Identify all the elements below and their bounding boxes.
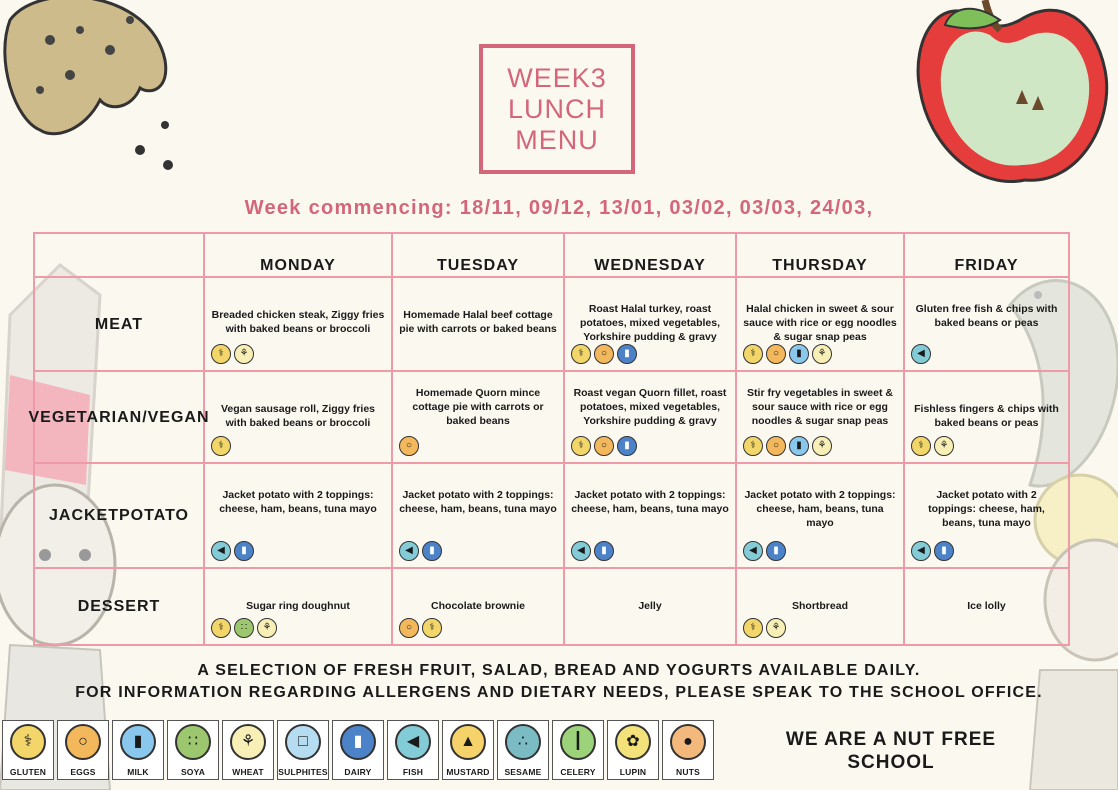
- dairy-icon: ▮: [594, 541, 614, 561]
- wheat-icon: ⚘: [812, 344, 832, 364]
- legend-label: CELERY: [560, 767, 596, 777]
- legend-label: DAIRY: [344, 767, 372, 777]
- menu-title-line: WEEK3: [507, 62, 607, 93]
- dish-text: Ice lolly: [967, 600, 1006, 612]
- menu-table: [28, 232, 1070, 646]
- menu-cell: [205, 372, 393, 464]
- legend-item-dairy: [332, 720, 384, 780]
- allergen-icons: [911, 344, 931, 364]
- legend-item-mustard: [442, 720, 494, 780]
- gluten-icon: ⚕: [211, 344, 231, 364]
- dish-text: Vegan sausage roll, Ziggy fries with baked beans or broccoli: [220, 403, 376, 429]
- dish-text: Gluten free fish & chips with baked beans or peas: [915, 303, 1058, 329]
- menu-cell: [905, 372, 1068, 464]
- menu-cell: [737, 569, 905, 644]
- menu-cell: [565, 569, 737, 644]
- sulphites-jar-icon: □: [285, 724, 321, 760]
- footer-allergen-info: FOR INFORMATION REGARDING ALLERGENS AND DIETARY NEEDS, PLEASE SPEAK TO THE SCHOOL OFFICE.: [75, 684, 1043, 701]
- wheat-ear-icon: ⚕: [10, 724, 46, 760]
- row-header: [35, 464, 205, 569]
- allergen-icons: [571, 436, 637, 456]
- menu-cell: [393, 278, 565, 372]
- legend-label: LUPIN: [619, 767, 647, 777]
- allergen-icons: [743, 344, 832, 364]
- dish-text: Jacket potato with 2 toppings: cheese, ham, beans, tuna mayo: [399, 489, 557, 515]
- dish-text: Jacket potato with 2 toppings: cheese, ham, beans, tuna mayo: [744, 489, 896, 529]
- dish-text: Fishless fingers & chips with baked beans or peas: [914, 403, 1059, 429]
- wheat-icon: ⚘: [766, 618, 786, 638]
- legend-label: NUTS: [676, 767, 700, 777]
- day-header-wednesday: WEDNESDAY: [565, 234, 737, 278]
- gluten-icon: ⚕: [211, 436, 231, 456]
- legend-item-lupin: [607, 720, 659, 780]
- dish-text: Sugar ring doughnut: [246, 600, 350, 612]
- dairy-icon: ▮: [617, 344, 637, 364]
- dish-text: Chocolate brownie: [431, 600, 525, 612]
- dairy-icon: ▮: [422, 541, 442, 561]
- day-header-monday: MONDAY: [205, 234, 393, 278]
- dairy-icon: ▮: [934, 541, 954, 561]
- dish-text: Stir fry vegetables in sweet & sour sauce with rice or egg noodles & sugar snap peas: [747, 387, 893, 427]
- week-commencing: Week commencing: 18/11, 09/12, 13/01, 03/02, 03/03, 24/03,: [244, 197, 874, 219]
- dish-text: Roast Halal turkey, roast potatoes, mixed vegetables, Yorkshire pudding & gravy: [579, 303, 721, 343]
- gluten-icon: ⚕: [422, 618, 442, 638]
- gluten-icon: ⚕: [743, 344, 763, 364]
- allergen-icons: [399, 618, 442, 638]
- legend-label: MUSTARD: [446, 767, 490, 777]
- fish-icon: ◀: [571, 541, 591, 561]
- menu-cell: [205, 464, 393, 569]
- dairy-icon: ▮: [766, 541, 786, 561]
- allergen-icons: [571, 344, 637, 364]
- menu-cell: [905, 278, 1068, 372]
- row-header: [35, 569, 205, 644]
- allergen-icons: [211, 436, 231, 456]
- wheat-icon: ⚘: [934, 436, 954, 456]
- milk-bottle-icon: ▮: [120, 724, 156, 760]
- dish-text: Roast vegan Quorn fillet, roast potatoes, mixed vegetables, Yorkshire pudding & gravy: [573, 387, 727, 427]
- dish-text: Homemade Halal beef cottage pie with carrots or baked beans: [399, 309, 557, 335]
- gluten-icon: ⚕: [571, 344, 591, 364]
- apple-illustration: [910, 0, 1118, 190]
- fish-icon: ◀: [211, 541, 231, 561]
- dish-text: Jacket potato with 2 toppings: cheese, ham, beans, tuna mayo: [219, 489, 377, 515]
- menu-cell: [565, 464, 737, 569]
- milk-icon: ▮: [789, 344, 809, 364]
- eggs-icon: ○: [594, 436, 614, 456]
- allergen-icons: [743, 618, 786, 638]
- eggs-icon: ○: [594, 344, 614, 364]
- menu-cell: [205, 569, 393, 644]
- dish-text: Homemade Quorn mince cottage pie with carrots or baked beans: [412, 387, 544, 427]
- legend-item-celery: [552, 720, 604, 780]
- row-header-line: POTATO: [119, 507, 189, 524]
- menu-cell: [393, 372, 565, 464]
- allergen-icons: [399, 541, 442, 561]
- row-header: [35, 278, 205, 372]
- day-header-tuesday: TUESDAY: [393, 234, 565, 278]
- legend-item-nuts: [662, 720, 714, 780]
- allergen-icons: [399, 436, 419, 456]
- wheat-icon: ⚘: [812, 436, 832, 456]
- fish-icon: ◀: [911, 344, 931, 364]
- menu-title-line: LUNCH: [507, 93, 606, 124]
- dish-text: Jacket potato with 2 toppings: cheese, ham, beans, tuna mayo: [571, 489, 729, 515]
- legend-item-sesame: [497, 720, 549, 780]
- legend-label: SULPHITES: [278, 767, 328, 777]
- menu-cell: [905, 464, 1068, 569]
- dish-text: Halal chicken in sweet & sour sauce with rice or egg noodles & sugar snap peas: [743, 303, 897, 343]
- allergen-legend: [2, 720, 714, 780]
- row-header: [28, 372, 210, 464]
- legend-item-wheat: [222, 720, 274, 780]
- mustard-bottle-icon: ▲: [450, 724, 486, 760]
- legend-label: SESAME: [504, 767, 542, 777]
- dairy-icon: ▮: [340, 724, 376, 760]
- lupin-flower-icon: ✿: [615, 724, 651, 760]
- eggs-icon: ○: [766, 436, 786, 456]
- egg-icon: ○: [65, 724, 101, 760]
- legend-item-gluten: [2, 720, 54, 780]
- legend-label: GLUTEN: [9, 767, 47, 777]
- allergen-icons: [743, 541, 786, 561]
- allergen-icons: [211, 344, 254, 364]
- gluten-icon: ⚕: [571, 436, 591, 456]
- gluten-icon: ⚕: [211, 618, 231, 638]
- day-header-friday: FRIDAY: [905, 234, 1068, 278]
- wheat-icon: ⚘: [234, 344, 254, 364]
- allergen-icons: [911, 436, 954, 456]
- allergen-icons: [911, 541, 954, 561]
- gluten-icon: ⚕: [743, 436, 763, 456]
- dish-text: Jelly: [638, 600, 662, 612]
- table-corner-cell: [35, 234, 205, 278]
- dairy-icon: ▮: [617, 436, 637, 456]
- nut-free-line: SCHOOL: [847, 752, 935, 773]
- cookie-illustration: [0, 0, 190, 180]
- menu-cell: [565, 372, 737, 464]
- gluten-icon: ⚕: [911, 436, 931, 456]
- legend-item-sulph: [277, 720, 329, 780]
- legend-item-fish: [387, 720, 439, 780]
- fish-icon: ◀: [395, 724, 431, 760]
- fish-icon: ◀: [911, 541, 931, 561]
- nut-icon: ●: [670, 724, 706, 760]
- menu-cell: [737, 372, 905, 464]
- gluten-icon: ⚕: [743, 618, 763, 638]
- allergen-icons: [211, 541, 254, 561]
- fish-icon: ◀: [399, 541, 419, 561]
- menu-cell: [393, 464, 565, 569]
- row-header-line: MEAT: [94, 315, 144, 333]
- sesame-icon: ∴: [505, 724, 541, 760]
- allergen-icons: [211, 618, 277, 638]
- row-header-line: VEGETARIAN: [28, 408, 143, 426]
- row-header-line: JACKET: [48, 507, 119, 524]
- allergen-icons: [571, 541, 614, 561]
- menu-cell: [737, 464, 905, 569]
- celery-icon: ┃: [560, 724, 596, 760]
- dish-text: Shortbread: [791, 600, 848, 612]
- nut-free-notice: [760, 728, 1022, 774]
- row-header-line: /VEGAN: [142, 408, 210, 426]
- footer-fresh-fruit: A SELECTION OF FRESH FRUIT, SALAD, BREAD AND YOGURTS AVAILABLE DAILY.: [197, 662, 921, 679]
- soy-bean-icon: ∷: [175, 724, 211, 760]
- legend-item-milk: [112, 720, 164, 780]
- legend-item-eggs: [57, 720, 109, 780]
- day-header-thursday: THURSDAY: [737, 234, 905, 278]
- eggs-icon: ○: [399, 436, 419, 456]
- allergen-icons: [743, 436, 832, 456]
- legend-label: MILK: [127, 767, 149, 777]
- soya-icon: ∷: [234, 618, 254, 638]
- legend-label: EGGS: [70, 767, 96, 777]
- legend-label: WHEAT: [232, 767, 264, 777]
- wheat-icon: ⚘: [257, 618, 277, 638]
- legend-label: SOYA: [180, 767, 206, 777]
- eggs-icon: ○: [399, 618, 419, 638]
- menu-title-line: MENU: [515, 124, 599, 155]
- menu-cell: [737, 278, 905, 372]
- dairy-icon: ▮: [234, 541, 254, 561]
- dish-text: Breaded chicken steak, Ziggy fries with baked beans or broccoli: [211, 309, 385, 335]
- menu-title-box: [479, 44, 635, 174]
- menu-cell: [393, 569, 565, 644]
- fish-icon: ◀: [743, 541, 763, 561]
- row-header-line: DESSERT: [77, 598, 161, 615]
- menu-cell: [905, 569, 1068, 644]
- legend-item-soya: [167, 720, 219, 780]
- menu-cell: [565, 278, 737, 372]
- eggs-icon: ○: [766, 344, 786, 364]
- nut-free-line: WE ARE A NUT FREE: [785, 729, 997, 750]
- menu-cell: [205, 278, 393, 372]
- milk-icon: ▮: [789, 436, 809, 456]
- legend-label: FISH: [402, 767, 424, 777]
- dish-text: Jacket potato with 2 toppings: cheese, ham, beans, tuna mayo: [928, 489, 1045, 529]
- wheat-icon: ⚘: [230, 724, 266, 760]
